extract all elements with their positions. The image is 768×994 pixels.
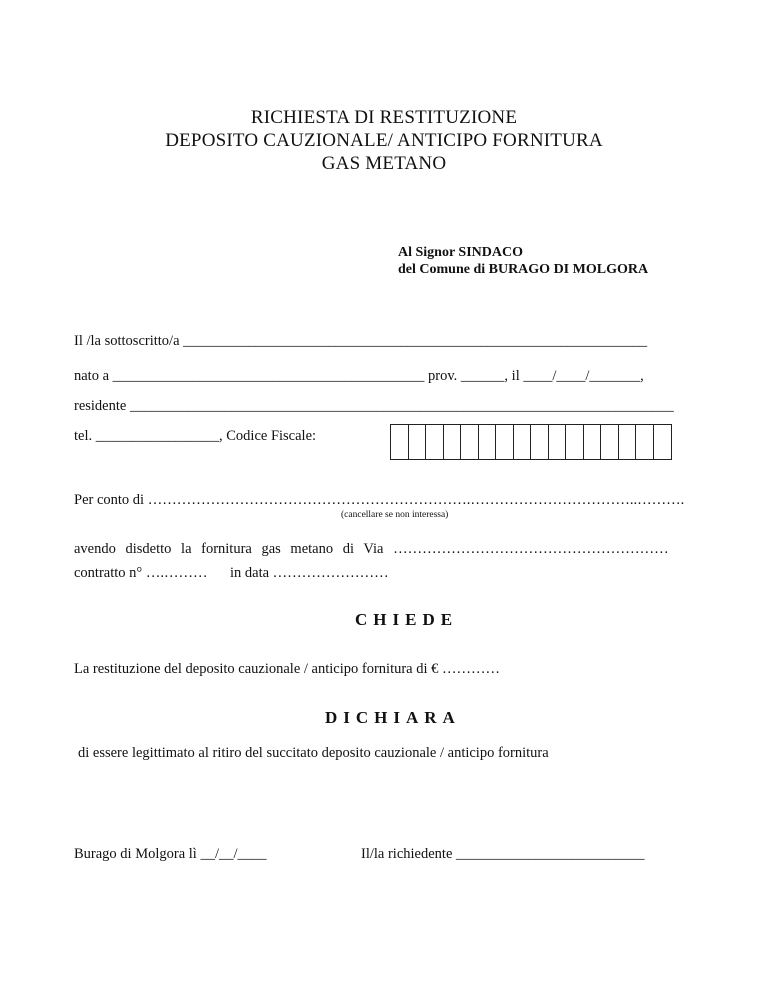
title-line-2: DEPOSITO CAUZIONALE/ ANTICIPO FORNITURA — [165, 130, 603, 151]
title-line-1: RICHIESTA DI RESTITUZIONE — [250, 107, 518, 128]
codice-fiscale-box[interactable] — [566, 425, 584, 459]
addressee-line-2: del Comune di BURAGO DI MOLGORA — [398, 262, 649, 277]
title-line-3: GAS METANO — [321, 153, 447, 174]
codice-fiscale-box[interactable] — [496, 425, 514, 459]
codice-fiscale-box[interactable] — [531, 425, 549, 459]
codice-fiscale-box[interactable] — [444, 425, 462, 459]
codice-fiscale-box[interactable] — [619, 425, 637, 459]
document-title — [0, 106, 768, 175]
field-sottoscritto[interactable]: Il /la sottoscritto/a ________________________________________________________________ — [74, 333, 648, 349]
heading-chiede: CHIEDE — [355, 610, 459, 629]
codice-fiscale-box[interactable] — [549, 425, 567, 459]
codice-fiscale-box[interactable] — [479, 425, 497, 459]
field-signature[interactable]: Il/la richiedente __________________________ — [361, 846, 645, 862]
chiede-text: La restituzione del deposito cauzionale / anticipo fornitura di € ………… — [74, 661, 501, 677]
field-per-conto[interactable]: Per conto di ………………………………………………………….……………………………..………. — [74, 492, 685, 508]
field-nato[interactable]: nato a ___________________________________________ prov. ______, il ____/____/_______, — [74, 368, 644, 384]
codice-fiscale-box[interactable] — [636, 425, 654, 459]
addressee-line-1: Al Signor SINDACO — [398, 245, 523, 260]
codice-fiscale-box[interactable] — [514, 425, 532, 459]
field-place-date[interactable]: Burago di Molgora lì __/__/____ — [74, 846, 267, 862]
codice-fiscale-box[interactable] — [584, 425, 602, 459]
field-disdetta[interactable]: avendo disdetto la fornitura gas metano di Via ………………………………………………… — [74, 541, 669, 557]
codice-fiscale-box[interactable] — [461, 425, 479, 459]
codice-fiscale-box[interactable] — [391, 425, 409, 459]
addressee-block — [398, 244, 648, 278]
codice-fiscale-box[interactable] — [601, 425, 619, 459]
field-in-data[interactable]: in data …………………… — [230, 565, 389, 581]
codice-fiscale-box[interactable] — [426, 425, 444, 459]
dichiara-text: di essere legittimato al ritiro del succitato deposito cauzionale / anticipo fornitura — [78, 745, 549, 761]
field-residente[interactable]: residente ___________________________________________________________________________ — [74, 398, 674, 414]
field-tel[interactable]: tel. _________________, Codice Fiscale: — [74, 428, 317, 444]
codice-fiscale-box[interactable] — [409, 425, 427, 459]
codice-fiscale-box[interactable] — [654, 425, 672, 459]
per-conto-note: (cancellare se non interessa) — [341, 510, 449, 520]
field-contratto[interactable]: contratto n° ….……… — [74, 565, 208, 581]
heading-dichiara: DICHIARA — [325, 708, 461, 727]
codice-fiscale-boxes[interactable] — [390, 424, 672, 460]
